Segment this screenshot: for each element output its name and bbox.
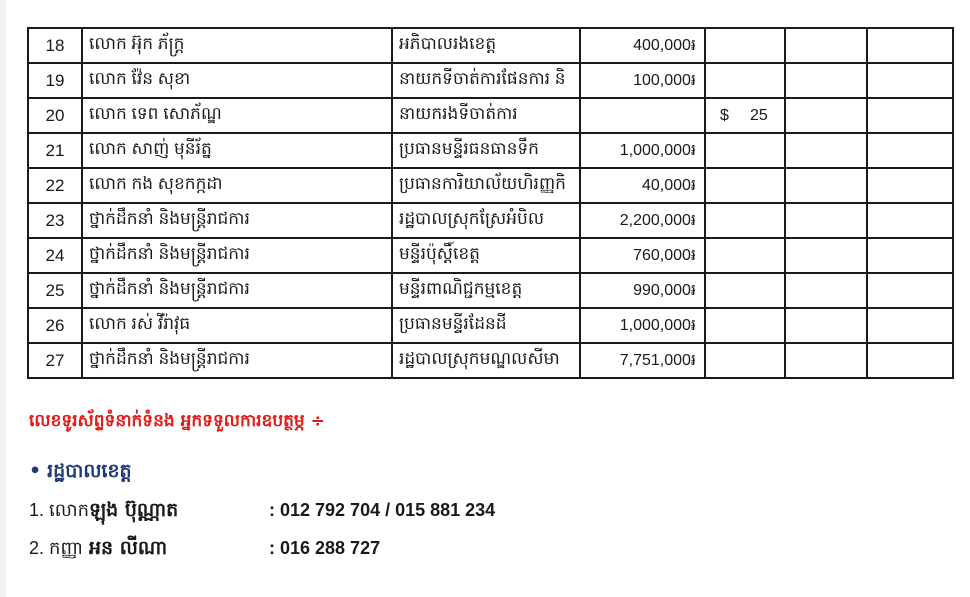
row-number: 22 (28, 168, 82, 203)
amount-riel: 1,000,000៛ (580, 133, 705, 168)
empty-cell (785, 203, 867, 238)
amount-riel (580, 98, 705, 133)
empty-cell (785, 168, 867, 203)
amount-usd-cell (705, 133, 785, 168)
empty-cell (867, 98, 953, 133)
table-row (28, 238, 953, 273)
empty-cell (867, 308, 953, 343)
empty-cell (785, 238, 867, 273)
row-number: 20 (28, 98, 82, 133)
section-heading (29, 459, 132, 487)
empty-cell (867, 133, 953, 168)
contact-number: 2. កញ្ញា (29, 538, 83, 558)
empty-cell (867, 238, 953, 273)
row-number: 19 (28, 63, 82, 98)
amount-riel: 760,000៛ (580, 238, 705, 273)
section-title: រដ្ឋបាលខេត្ត (47, 460, 132, 482)
contact-note: លេខទូរស័ព្ទទំនាក់ទំនង អ្នកទទួលការឧបត្ថម្ភ ÷ (29, 411, 325, 431)
empty-cell (867, 28, 953, 63)
row-number: 23 (28, 203, 82, 238)
amount-usd-cell (705, 168, 785, 203)
donor-name: លោក អ៊ុក ភ័ក្រ្ត (82, 28, 392, 63)
amount-riel: 40,000៛ (580, 168, 705, 203)
empty-cell (785, 343, 867, 378)
amount-riel: 2,200,000៛ (580, 203, 705, 238)
donation-table (27, 27, 954, 379)
contact-phone: : 016 288 727 (269, 538, 381, 558)
donor-name: ថ្នាក់ដឹកនាំ និងមន្ត្រីរាជការ (82, 203, 392, 238)
donor-name: លោក ទេព សោភ័ណ្ឌ (82, 98, 392, 133)
contact-phone: : 012 792 704 / 015 881 234 (269, 500, 496, 520)
row-number: 26 (28, 308, 82, 343)
empty-cell (867, 203, 953, 238)
contact-name: អន លីណា (89, 537, 168, 559)
table-row (28, 343, 953, 378)
empty-cell (867, 168, 953, 203)
amount-usd-cell (705, 98, 785, 133)
empty-cell (867, 63, 953, 98)
donor-name: លោក កង សុខកក្កដា (82, 168, 392, 203)
donor-organization: ប្រធានមន្ទីរដែនដី (392, 308, 580, 343)
donor-organization: អភិបាលរងខេត្ត (392, 28, 580, 63)
table-row (28, 203, 953, 238)
empty-cell (867, 273, 953, 308)
empty-cell (785, 28, 867, 63)
donor-organization: រដ្ឋបាលស្រុកមណ្ឌលសីមា (392, 343, 580, 378)
empty-cell (867, 343, 953, 378)
donor-name: លោក វ៉ែន សុខា (82, 63, 392, 98)
donor-organization: រដ្ឋបាលស្រុកស្រែអំបិល (392, 203, 580, 238)
amount-riel: 400,000៛ (580, 28, 705, 63)
row-number: 21 (28, 133, 82, 168)
table-row (28, 28, 953, 63)
amount-usd-cell (705, 28, 785, 63)
donor-name: ថ្នាក់ដឹកនាំ និងមន្ត្រីរាជការ (82, 238, 392, 273)
amount-usd-cell (705, 238, 785, 273)
table-row (28, 133, 953, 168)
contact-name: ឡុង ប៊ុណ្ណាត (89, 499, 179, 521)
donor-organization: មន្ទីរពាណិជ្ជកម្មខេត្ត (392, 273, 580, 308)
donor-name: លោក រស់ វីរ៉ាវុធ (82, 308, 392, 343)
table-row (28, 63, 953, 98)
contact-line-1 (29, 498, 495, 528)
donor-name: ថ្នាក់ដឹកនាំ និងមន្ត្រីរាជការ (82, 343, 392, 378)
amount-usd: 25 (750, 106, 768, 124)
table-row (28, 98, 953, 133)
bullet-icon: • (29, 460, 42, 482)
donor-organization: នាយករងទីចាត់ការ (392, 98, 580, 133)
empty-cell (785, 273, 867, 308)
row-number: 24 (28, 238, 82, 273)
amount-riel: 990,000៛ (580, 273, 705, 308)
table-row (28, 308, 953, 343)
page-edge (0, 0, 6, 597)
row-number: 18 (28, 28, 82, 63)
amount-usd-cell (705, 203, 785, 238)
donor-name: ថ្នាក់ដឹកនាំ និងមន្ត្រីរាជការ (82, 273, 392, 308)
amount-usd-cell (705, 308, 785, 343)
donor-name: លោក សាញ់ មុនីរ័ត្ន (82, 133, 392, 168)
empty-cell (785, 63, 867, 98)
amount-usd-cell (705, 343, 785, 378)
table-row (28, 273, 953, 308)
contact-number: 1. លោក (29, 500, 90, 520)
empty-cell (785, 98, 867, 133)
amount-riel: 100,000៛ (580, 63, 705, 98)
amount-usd-cell (705, 273, 785, 308)
donor-organization: នាយកទីចាត់ការផែនការ និ (392, 63, 580, 98)
empty-cell (785, 133, 867, 168)
currency-symbol: $ (720, 106, 729, 124)
amount-riel: 1,000,000៛ (580, 308, 705, 343)
table-row (28, 168, 953, 203)
empty-cell (785, 308, 867, 343)
donor-organization: មន្ទីរប៉ុស្តិ៍ខេត្ត (392, 238, 580, 273)
donor-organization: ប្រធានការិយាល័យហិរញ្ញកិ (392, 168, 580, 203)
contact-line-2 (29, 536, 380, 566)
amount-usd-cell (705, 63, 785, 98)
row-number: 25 (28, 273, 82, 308)
row-number: 27 (28, 343, 82, 378)
amount-riel: 7,751,000៛ (580, 343, 705, 378)
donor-organization: ប្រធានមន្ទីរធនធានទឹក (392, 133, 580, 168)
